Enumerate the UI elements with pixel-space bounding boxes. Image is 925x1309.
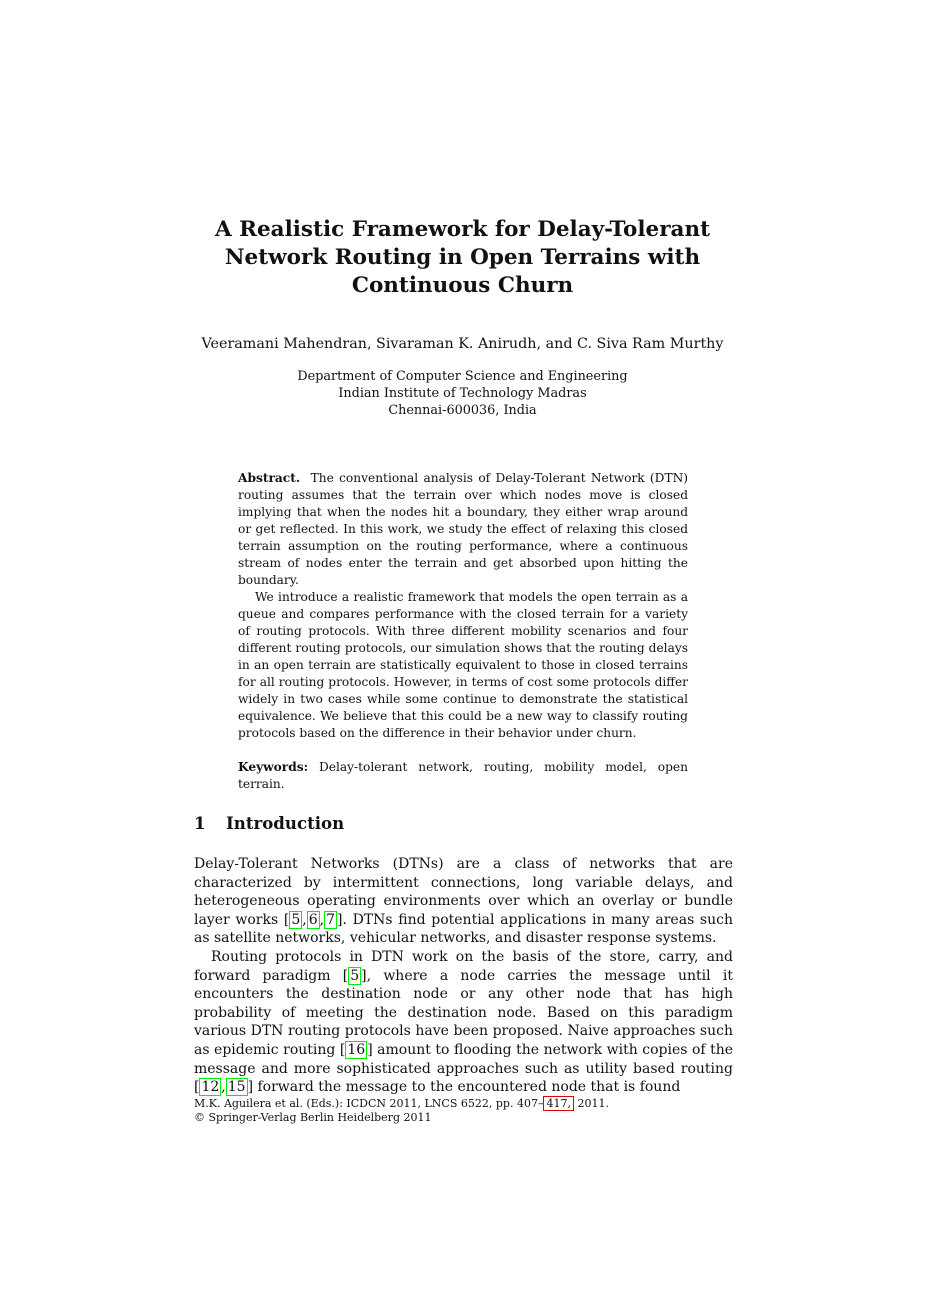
citation-link[interactable]: 5 xyxy=(291,911,301,928)
section-title: Introduction xyxy=(226,813,345,833)
citation-link[interactable]: 16 xyxy=(347,1041,366,1058)
affiliation xyxy=(250,369,675,419)
citation-link[interactable]: 7 xyxy=(326,911,335,928)
section-number: 1 xyxy=(194,813,206,833)
intro-text: ]. DTNs find potential applications in many areas such as satellite networks, vehicular networks, and disaster response systems. xyxy=(194,911,733,947)
citation-link[interactable]: 15 xyxy=(227,1079,246,1096)
intro-paragraph-1: Delay-Tolerant Networks (DTNs) are a class of networks that are characterized by intermittent connections, long variable delays, and heterogeneous operating environments over which an overlay or bundle layer works [ 5 , 6 , 7 ]. DTNs find potential applications in many areas such as satellite networks, vehicular networks, and disaster response systems. xyxy=(194,856,733,947)
affiliation-line: Department of Computer Science and Engineering xyxy=(297,369,628,384)
footer-citation xyxy=(194,1097,609,1111)
copyright: © Springer-Verlag Berlin Heidelberg 2011 xyxy=(194,1111,432,1124)
footer-text: 2011. xyxy=(573,1097,609,1110)
keywords xyxy=(238,759,688,793)
abstract-text-2: We introduce a realistic framework that models the open terrain as a queue and compares performance with the closed terrain for a variety of routing protocols. With three different mobility scenarios and four different routing protocols, our simulation shows that the routing delays in an open terrain are statistically equivalent to those in closed terrains for all routing protocols. However, in terms of cost some protocols differ widely in two cases while some continue to demonstrate the statistical equivalence. We believe that this could be a new way to classify routing protocols based on the difference in their behavior under churn. xyxy=(238,590,688,740)
citation-link[interactable]: 5 xyxy=(350,967,360,984)
abstract-label: Abstract. xyxy=(238,471,301,485)
intro-text: Delay-Tolerant Networks (DTNs) are a class of networks that are characterized by intermittent connections, long variable delays, and heterogeneous operating environments over which an overlay or bundle layer works [ xyxy=(194,856,733,928)
section-heading xyxy=(194,812,344,834)
citation-link[interactable]: 12 xyxy=(201,1079,220,1096)
footer xyxy=(194,1097,609,1125)
footer-text: M.K. Aguilera et al. (Eds.): ICDCN 2011, LNCS 6522, pp. 407– xyxy=(194,1097,544,1110)
citation-link[interactable]: 6 xyxy=(308,911,318,928)
intro-paragraph-2: Routing protocols in DTN work on the basis of the store, carry, and forward paradigm [ 5 ], where a node carries the message until it encounters the destination node or any other node that has high probability of meeting the destination node. Based on this paradigm various DTN routing protocols have been proposed. Naive approaches such as epidemic routing [ 16 ] amount to flooding the network with copies of the message and more sophisticated approaches such as utility based routing [ 12 , 15 ] forward the message to the encountered node that is found xyxy=(194,948,733,1096)
intro-text: ], where a node carries the message until it encounters the destination node or any other node that has high probability of meeting the destination node. Based on this paradigm various DTN routing protocols have been proposed. Naive approaches such as epidemic routing [ xyxy=(194,967,733,1058)
intro-text: Routing protocols in DTN work on the basis of the store, carry, and forward paradigm [ xyxy=(194,948,733,984)
page-link[interactable]: 417, xyxy=(543,1096,574,1111)
abstract-text-1: The conventional analysis of Delay-Tolerant Network (DTN) routing assumes that the terrain over which nodes move is closed implying that when the nodes hit a boundary, they either wrap around or get reflected. In this work, we study the effect of relaxing this closed terrain assumption on the routing performance, where a continuous stream of nodes enter the terrain and get absorbed upon hitting the boundary. xyxy=(238,471,688,587)
paper-title xyxy=(190,216,735,300)
introduction-body xyxy=(194,855,733,1097)
keywords-label: Keywords: xyxy=(238,760,309,774)
affiliation-line: Chennai-600036, India xyxy=(388,402,537,418)
abstract-paragraph-1 xyxy=(238,470,688,589)
intro-text: ] forward the message to the encountered node that is found xyxy=(247,1079,681,1096)
intro-text: ] amount to flooding the network with copies of the message and more sophisticated approaches such as utility based routing [ xyxy=(194,1041,733,1096)
title-line: A Realistic Framework for Delay-Tolerant xyxy=(214,217,711,242)
title-line: Continuous Churn xyxy=(351,273,574,298)
title-line: Network Routing in Open Terrains with xyxy=(224,245,701,270)
abstract xyxy=(238,470,688,793)
authors: Veeramani Mahendran, Sivaraman K. Anirudh, and C. Siva Ram Murthy xyxy=(201,336,724,352)
keywords-text: Delay-tolerant network, routing, mobility model, open terrain. xyxy=(238,760,688,791)
affiliation-line: Indian Institute of Technology Madras xyxy=(338,385,587,401)
